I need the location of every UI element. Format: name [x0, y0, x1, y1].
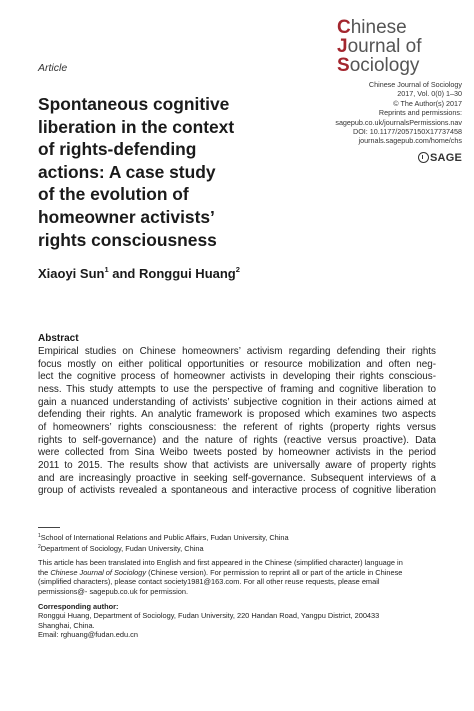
footnotes	[38, 532, 438, 640]
corresponding-author-details	[38, 611, 438, 640]
sage-mark-icon	[418, 152, 429, 163]
author-connector: and	[108, 266, 139, 281]
publisher-logo: SAGE	[418, 152, 462, 164]
abstract-line: Empirical studies on Chinese homeowners’ activism regarding defending their rights	[38, 346, 436, 357]
abstract-line: group of activists revealed a spontaneous and interactive process of cognitive liberation	[38, 485, 436, 497]
translation-note	[38, 558, 438, 596]
note-line: (simplified characters), please contact society1981@163.com. For all other reuse requests, please email	[38, 577, 380, 587]
author-name: Xiaoyi Sun	[38, 266, 105, 281]
abstract-line: focus mostly on either political opportunities or resource mobilization and often neg-	[38, 358, 436, 370]
affiliation-2: $^2$Department of Sociology, Fudan University, China	[38, 543, 204, 553]
abstract-heading: Abstract	[38, 333, 79, 344]
abstract-text	[38, 346, 436, 498]
title-line: Spontaneous cognitive	[38, 94, 230, 114]
journal-name: Chinese Journal of Sociology	[368, 80, 462, 89]
title-line: actions: A case study	[38, 161, 216, 182]
note-line: permissions@- sagepub.co.uk for permission.	[38, 586, 189, 596]
journal-logo-line: Journal of	[337, 36, 422, 57]
corresponding-author-heading: Corresponding author:	[38, 601, 119, 611]
doi-line[interactable]: DOI: 10.1177/2057150X17737458	[353, 127, 462, 137]
copyright-line: © The Author(s) 2017	[393, 98, 462, 108]
title-line: liberation in the context	[38, 116, 235, 137]
abstract-line: lect the cognitive process of homeowner activists in developing their rights conscious-	[38, 371, 436, 383]
author-list	[38, 265, 240, 281]
abstract-line: were collected from Sina Weibo tweets posted by homeowner activists in the period	[38, 447, 436, 459]
note-line: the Chinese Journal of Sociology (Chinese version). For permission to reprint all or part of the article in Chinese	[38, 567, 403, 577]
abstract-line: and are increasingly proactive in seeking self-governance. Subsequent interviews of a	[38, 472, 436, 484]
abstract-line: defending their rights. An analytic framework is proposed which examines two aspects	[38, 409, 436, 421]
journal-metadata	[262, 80, 462, 146]
affiliation-marker: 2	[235, 265, 240, 274]
title-line: of rights-defending	[38, 139, 197, 160]
permissions-link[interactable]: sagepub.co.uk/journalsPermissions.nav	[335, 117, 462, 127]
note-line: This article has been translated into English and first appeared in the Chinese (simplified character) language in	[38, 558, 403, 568]
title-line: rights consciousness	[38, 229, 217, 250]
title-line: homeowner activists’	[38, 206, 215, 227]
article-title	[38, 93, 278, 251]
journal-volume: 2017, Vol. 0(0) 1–30	[397, 89, 462, 99]
affiliation-number: 1	[38, 533, 41, 539]
author-name: Ronggui Huang	[138, 266, 236, 281]
abstract-line: 2011 to 2015. The results show that activists are universally aware of property rights	[38, 459, 436, 471]
affiliation-1: $^1$School of International Relations and Public Affairs, Fudan University, China	[38, 533, 289, 542]
affiliation-number: 2	[38, 543, 41, 550]
journal-logo-line: Sociology	[337, 55, 420, 76]
corr-line: Shanghai, China.	[38, 620, 95, 630]
abstract-line: gain a nuanced understanding of activists’ subjective cognition in their actions aimed at	[38, 396, 436, 408]
title-line: of the evolution of	[38, 184, 189, 205]
footnote-divider	[38, 527, 60, 528]
journal-homepage-link[interactable]: journals.sagepub.com/home/chs	[358, 136, 462, 146]
journal-logo	[337, 18, 467, 75]
reprints-label: Reprints and permissions:	[378, 108, 462, 118]
corr-email[interactable]: Email: rghuang@fudan.edu.cn	[38, 630, 138, 640]
journal-logo-line: Chinese	[337, 17, 407, 38]
abstract-line: of homeowners’ rights consciousness: the referent of rights (property rights versus	[38, 421, 436, 433]
corr-line: Ronggui Huang, Department of Sociology, Fudan University, 220 Handan Road, Yangpu District, 200433	[38, 611, 380, 621]
affiliation-marker: 1	[104, 265, 109, 274]
article-type-label: Article	[38, 62, 68, 74]
abstract-line: ness. This study attempts to use the perspective of framing and cognitive liberation to	[38, 383, 436, 395]
abstract-line: rights to self-governance) and the nature of rights (reactive versus proactive). Data	[38, 434, 436, 446]
